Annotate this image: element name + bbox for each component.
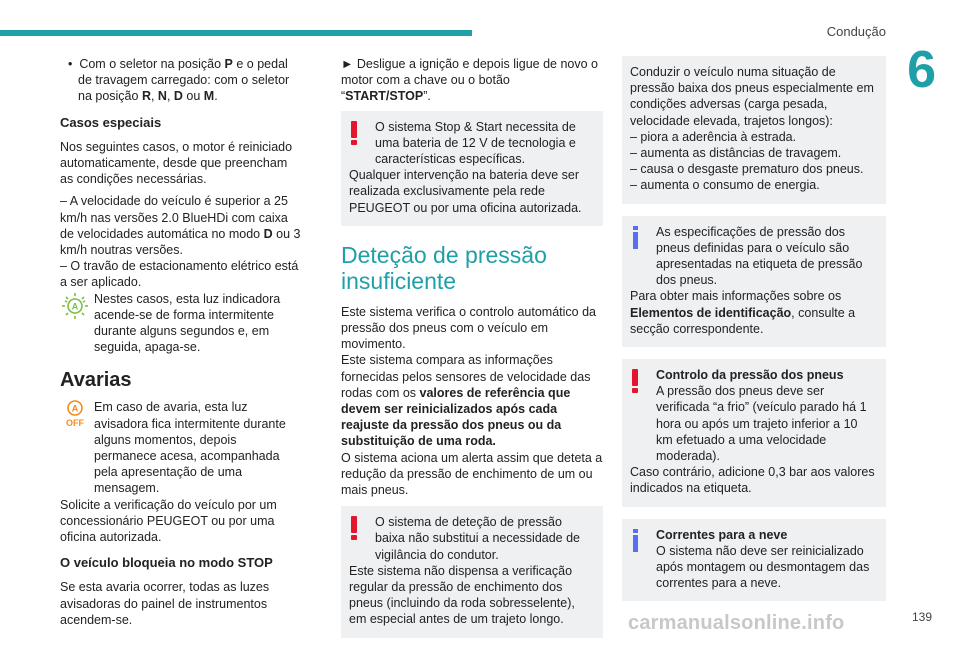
indicator-light-note bbox=[60, 291, 302, 356]
fault-light-note bbox=[60, 399, 302, 496]
battery-warning-box: O sistema Stop & Start necessita de uma bateria de 12 V de tecnologia e características específicas. Qualquer intervenção na bateria deve ser realizada exclusivamente pela rede PEUGEOT ou por uma oficina autorizada. bbox=[341, 111, 603, 226]
top-accent-bar bbox=[0, 30, 472, 36]
page-number: 139 bbox=[911, 610, 932, 624]
column-3 bbox=[622, 56, 886, 613]
pressure-p2: Este sistema compara as informações fornecidas pelos sensores de velocidade das rodas com os valores de referência que devem ser reinicializados após cada reajuste da pressão dos pneus ou da substituição de uma roda. bbox=[341, 353, 591, 449]
off-label: OFF bbox=[66, 418, 84, 429]
low-pressure-box: Conduzir o veículo numa situação de pressão baixa dos pneus especialmente em condições adversas (carga pesada, velocidade elevada, trajetos longos): – piora a aderência à estrada. – aumenta as distâncias de travagem. – causa o desgaste prematuro dos pneus. – aumenta o consumo de energia. bbox=[622, 56, 886, 204]
faults-title: Avarias bbox=[60, 369, 132, 392]
stop-mode-title: O veículo bloqueia no modo STOP bbox=[60, 555, 273, 571]
pressure-check-warning-box: Controlo da pressão dos pneus A pressão dos pneus deve ser verificada “a frio” (veículo parado há 1 hora ou após um trajeto inferior a 10 km efetuado a uma velocidade moderada). Caso contrário, adicione 0,3 bar aos valores indicados na etiqueta. bbox=[622, 359, 886, 507]
warning-icon bbox=[351, 121, 357, 145]
column-2 bbox=[341, 56, 603, 650]
faults-text: Em caso de avaria, esta luz avisadora fica intermitente durante alguns momentos, depois permanece acesa, acompanhada pela apresentação de uma mensagem. bbox=[94, 400, 286, 496]
restart-instruction: ► Desligue a ignição e depois ligue de novo o motor com a chave ou o botão “START/STOP”. bbox=[341, 57, 598, 104]
specifications-info-box: As especificações de pressão dos pneus definidas para o veículo são apresentadas na etiqueta de pressão dos pneus. Para obter mais informações sobre os Elementos de identificação, consulte a secção correspondente. bbox=[622, 216, 886, 347]
info-icon bbox=[633, 226, 638, 250]
pressure-p3: O sistema aciona um alerta assim que deteta a redução da pressão de enchimento de um ou mais pneus. bbox=[341, 450, 603, 498]
stop-mode-text: Se esta avaria ocorrer, todas as luzes avisadoras do painel de instrumentos acendem-se. bbox=[60, 580, 270, 627]
stop-start-active-icon bbox=[60, 291, 90, 321]
column-1 bbox=[60, 56, 302, 634]
list-item: – piora a aderência à estrada. bbox=[630, 129, 797, 144]
svg-text:A: A bbox=[71, 301, 79, 312]
list-item: – aumenta o consumo de energia. bbox=[630, 178, 820, 193]
special-intro: Nos seguintes casos, o motor é reiniciado automaticamente, desde que preencham as condições necessárias. bbox=[60, 139, 293, 187]
vigilance-warning-box: O sistema de deteção de pressão baixa não substitui a necessidade de vigilância do condutor. Este sistema não dispensa a verificação regular da pressão de enchimento dos pneus (incluindo da roda sobresselente), em especial antes de um trajeto longo. bbox=[341, 506, 603, 637]
section-title: Deteção de pressão insuficiente bbox=[341, 241, 547, 294]
section-header: Condução bbox=[826, 24, 886, 39]
list-item: – causa o desgaste prematuro dos pneus. bbox=[630, 162, 864, 177]
warning-icon bbox=[632, 369, 638, 393]
special-cases-title: Casos especiais bbox=[60, 114, 162, 130]
list-item: – aumenta as distâncias de travagem. bbox=[630, 146, 842, 161]
chapter-number: 6 bbox=[907, 41, 936, 99]
stop-start-off-icon bbox=[60, 399, 90, 429]
warning-icon bbox=[351, 516, 357, 540]
svg-text:A: A bbox=[71, 403, 79, 414]
case-speed: – A velocidade do veículo é superior a 25 km/h nas versões 2.0 BlueHDi com caixa de velocidades automática no modo D ou 3 km/h noutras versões. bbox=[60, 194, 301, 258]
info-icon bbox=[633, 529, 638, 553]
case-parking-brake: – O travão de estacionamento elétrico está a ser aplicado. bbox=[60, 259, 299, 290]
indicator-light-text: Nestes casos, esta luz indicadora acende-se de forma intermitente durante alguns segundos e, em seguida, apaga-se. bbox=[94, 291, 281, 355]
snow-chains-info-box: Correntes para a neve O sistema não deve ser reinicializado após montagem ou desmontagem das correntes para a neve. bbox=[622, 519, 886, 602]
pressure-p1: Este sistema verifica o controlo automático da pressão dos pneus com o veículo em movimento. bbox=[341, 304, 596, 352]
bullet-selector: • Com o seletor na posição P e o pedal de travagem carregado: com o seletor na posição R, N, D ou M. bbox=[68, 57, 290, 104]
faults-service: Solicite a verificação do veículo por um concessionário PEUGEOT ou por uma oficina autorizada. bbox=[60, 497, 277, 545]
watermark: carmanualsonline.info bbox=[628, 612, 845, 634]
